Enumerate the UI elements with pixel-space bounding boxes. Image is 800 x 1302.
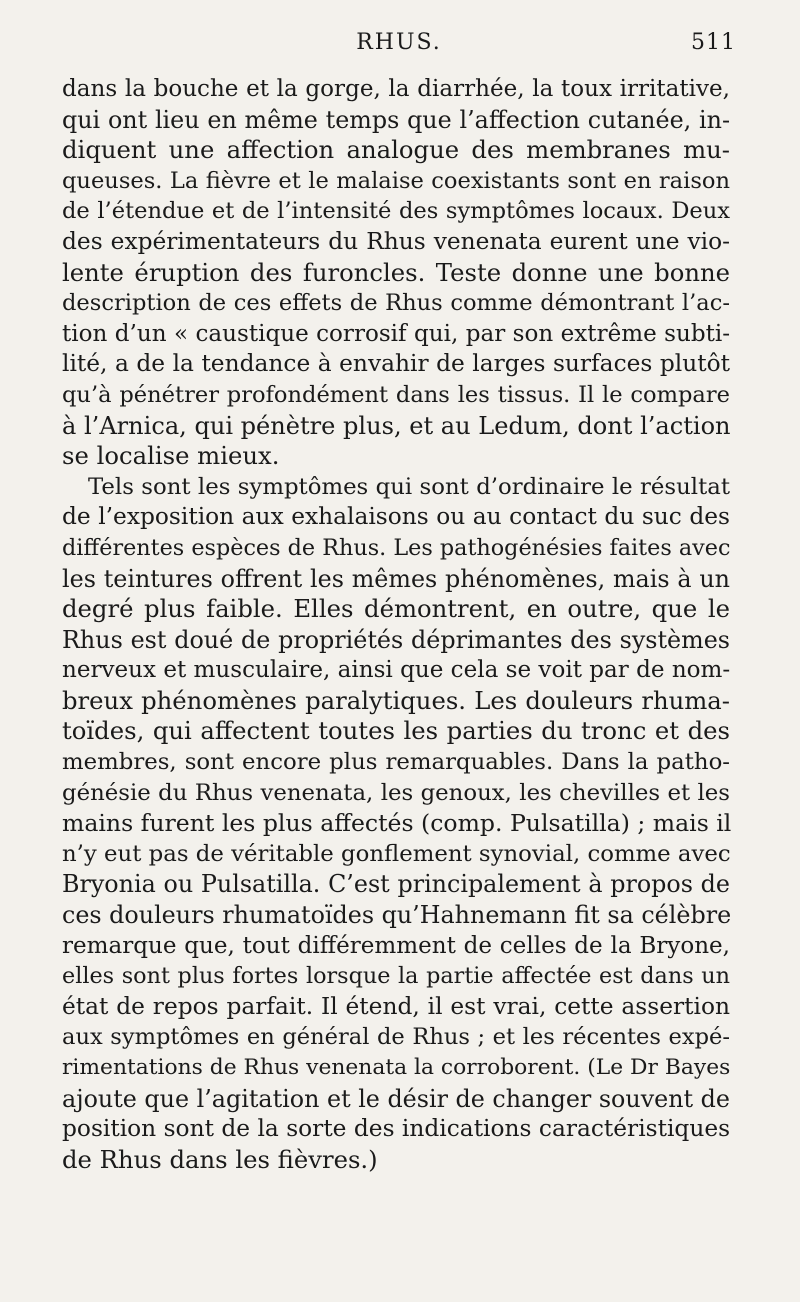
text-line: à l’Arnica, qui pénètre plus, et au Ledum, dont l’action xyxy=(62,411,731,440)
text-line: lité, a de la tendance à envahir de larges surfaces plutôt xyxy=(62,350,730,378)
text-line: Bryonia ou Pulsatilla. C’est principalement à propos de xyxy=(62,870,730,899)
text-line: diquent une affection analogue des membranes mu- xyxy=(62,135,730,165)
running-title: RHUS. xyxy=(356,30,442,55)
text-line: queuses. La fièvre et le malaise coexistants sont en raison xyxy=(62,167,730,194)
text-line: les teintures offrent les mêmes phénomènes, mais à un xyxy=(62,564,730,593)
text-line: dans la bouche et la gorge, la diarrhée, la toux irritative, xyxy=(62,76,730,102)
paragraph-end-line: de Rhus dans les fièvres.) xyxy=(62,1144,378,1174)
paragraph-end-line: se localise mieux. xyxy=(62,441,280,471)
text-line: remarque que, tout différemment de celles de la Bryone, xyxy=(62,932,730,959)
text-line: lente éruption des furoncles. Teste donne une bonne xyxy=(62,257,730,287)
text-line: état de repos parfait. Il étend, il est vrai, cette assertion xyxy=(62,992,730,1020)
page-number: 511 xyxy=(691,30,736,55)
text-line: elles sont plus fortes lorsque la partie affectée est dans un xyxy=(62,963,730,990)
text-line: position sont de la sorte des indications caractéristiques xyxy=(62,1115,731,1143)
text-line: membres, sont encore plus remarquables. Dans la patho- xyxy=(62,749,730,776)
text-line: tion d’un « caustique corrosif qui, par son extrême subti- xyxy=(62,320,730,347)
text-line: ajoute que l’agitation et le désir de changer souvent de xyxy=(62,1084,730,1113)
text-line: Rhus est doué de propriétés déprimantes des systèmes xyxy=(62,625,730,654)
body-text xyxy=(62,74,730,1175)
paragraph-start-line: Tels sont les symptômes qui sont d’ordinaire le résultat xyxy=(88,473,730,500)
text-line: n’y eut pas de véritable gonflement synovial, comme avec xyxy=(62,840,731,867)
text-line: ces douleurs rhumatoïdes qu’Hahnemann fit sa célèbre xyxy=(62,901,732,930)
text-line: qui ont lieu en même temps que l’affection cutanée, in- xyxy=(62,105,730,134)
text-line: qu’à pénétrer profondément dans les tissus. Il le compare xyxy=(62,381,730,408)
text-line: degré plus faible. Elles démontrent, en outre, que le xyxy=(62,594,730,624)
text-line: nerveux et musculaire, ainsi que cela se voit par de nom- xyxy=(62,657,731,684)
text-line: différentes espèces de Rhus. Les pathogénésies faites avec xyxy=(62,534,731,561)
text-line: de l’exposition aux exhalaisons ou au contact du suc des xyxy=(62,503,730,531)
text-line: description de ces effets de Rhus comme démontrant l’ac- xyxy=(62,290,730,317)
text-line: de l’étendue et de l’intensité des symptômes locaux. Deux xyxy=(62,198,730,225)
text-line: aux symptômes en général de Rhus ; et les récentes expé- xyxy=(62,1024,730,1051)
text-line: rimentations de Rhus venenata la corroborent. (Le Dr Bayes xyxy=(62,1055,731,1080)
page-header xyxy=(62,30,736,62)
text-line: mains furent les plus affectés (comp. Pulsatilla) ; mais il xyxy=(62,809,732,838)
text-line: génésie du Rhus venenata, les genoux, les chevilles et les xyxy=(62,779,730,806)
text-line: breux phénomènes paralytiques. Les douleurs rhuma- xyxy=(62,685,730,715)
text-line: des expérimentateurs du Rhus venenata eurent une vio- xyxy=(62,227,730,255)
text-line: toïdes, qui affectent toutes les parties du tronc et des xyxy=(62,716,730,746)
